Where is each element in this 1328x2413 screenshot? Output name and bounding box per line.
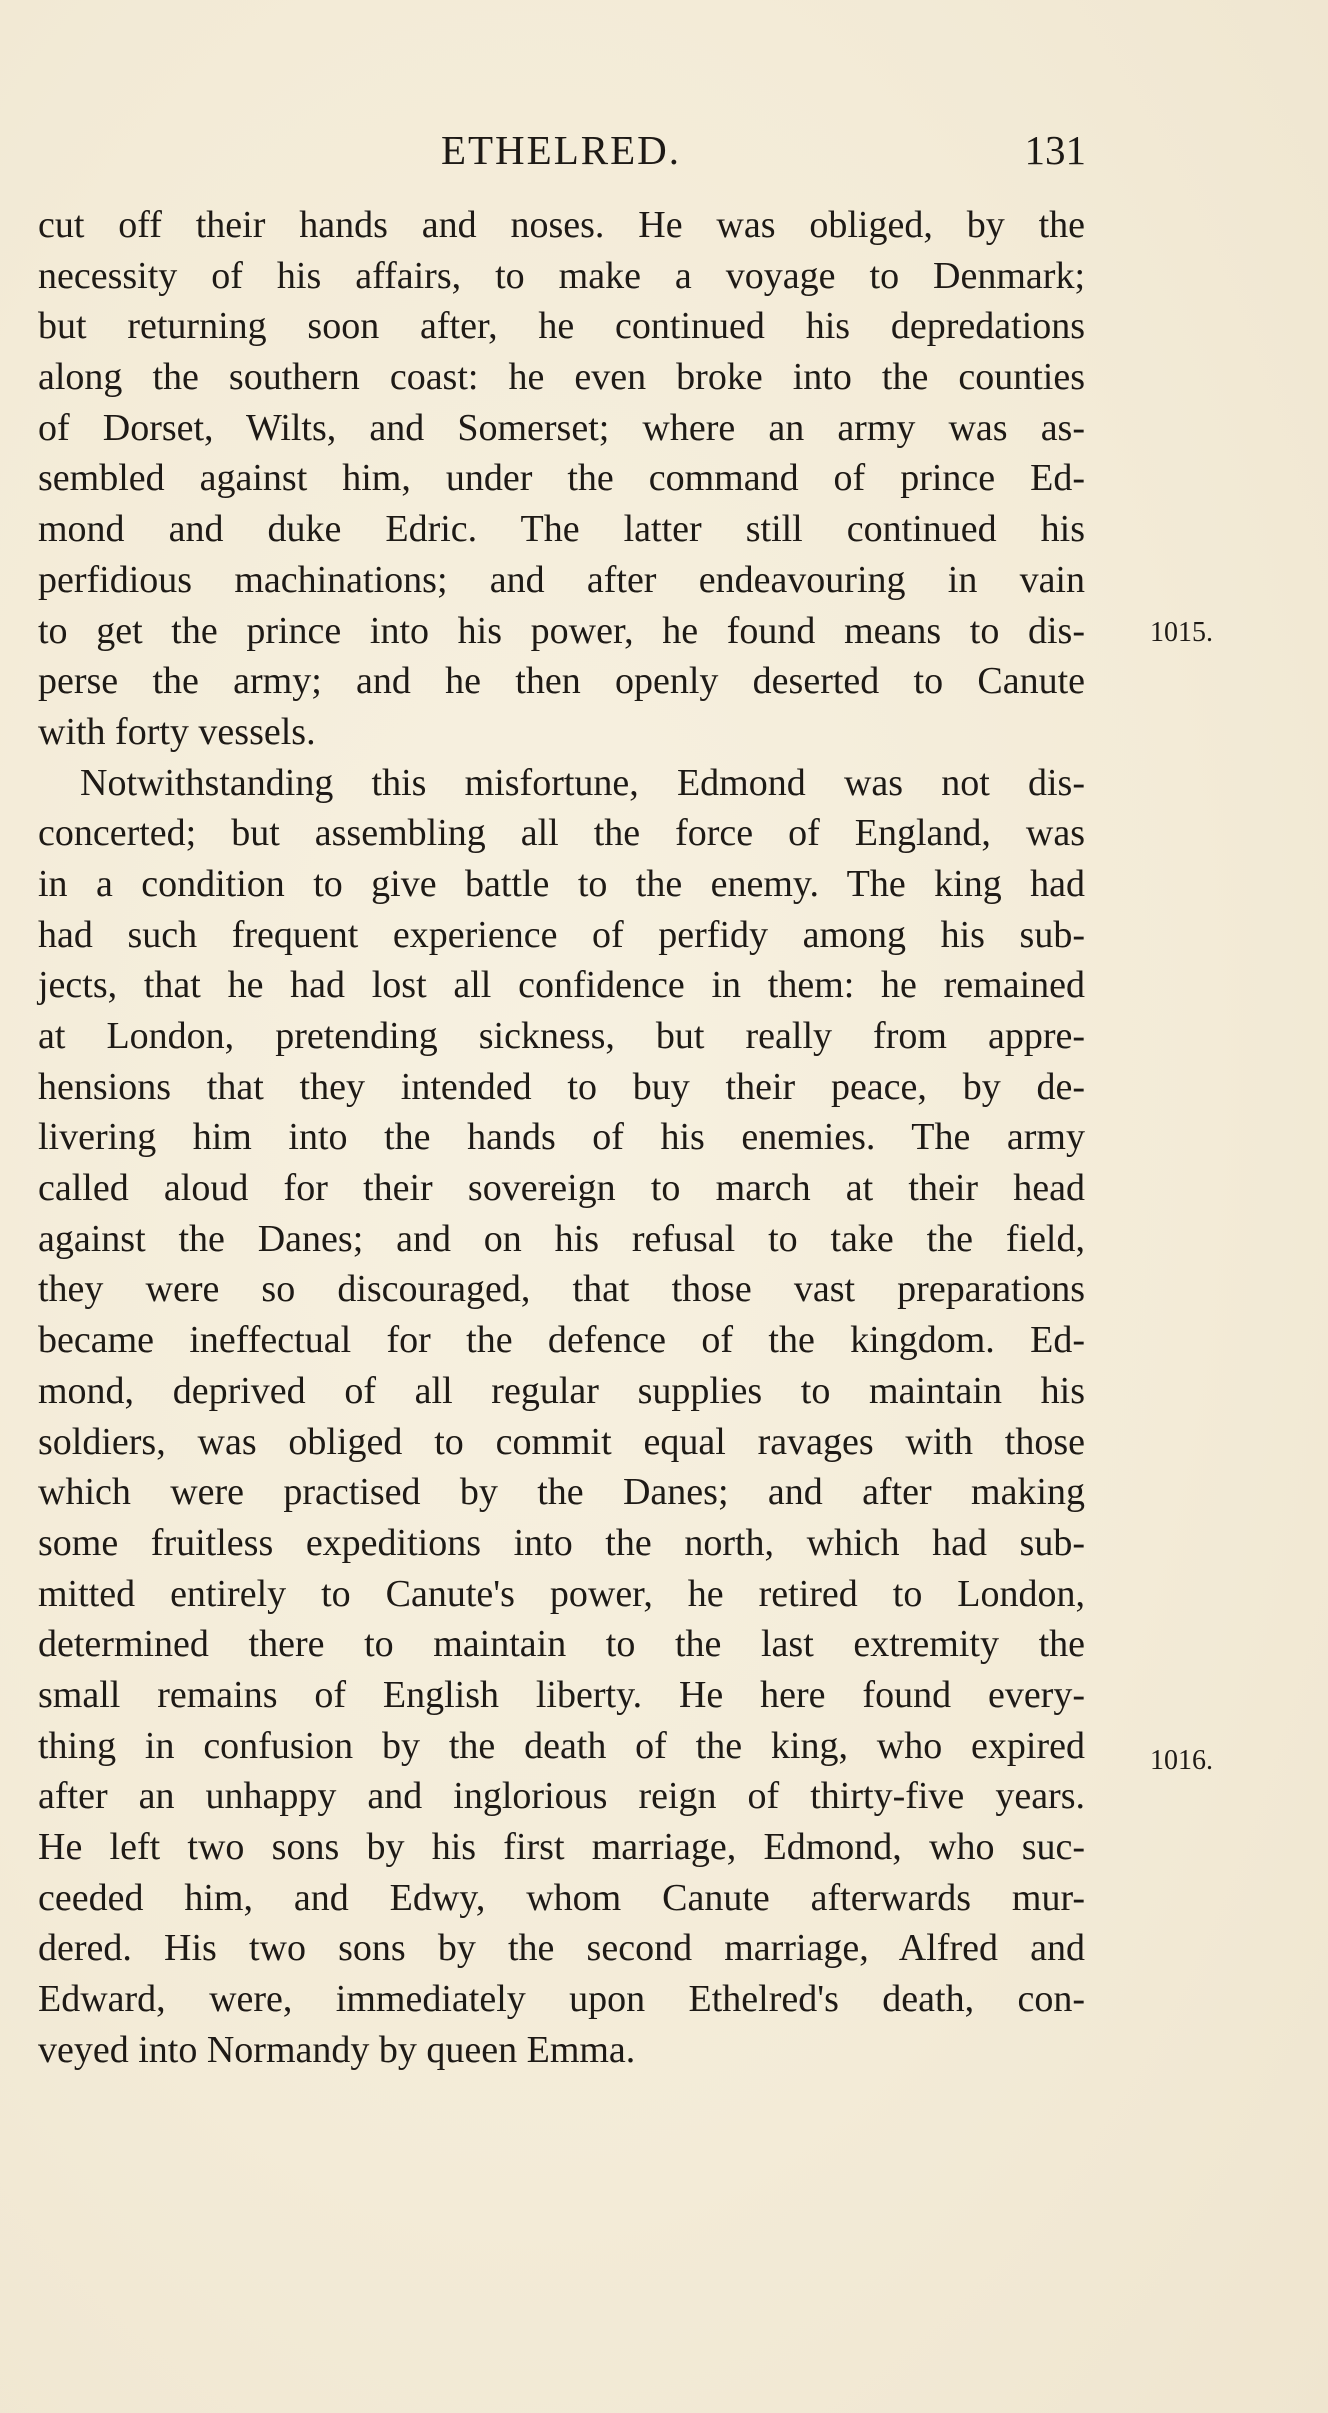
text-line: determined there to maintain to the last extremity the: [38, 1623, 1085, 1666]
text-line: to get the prince into his power, he found means to dis-: [38, 609, 1085, 652]
text-line: mond, deprived of all regular supplies to maintain his: [38, 1369, 1085, 1412]
text-line: called aloud for their sovereign to march at their head: [38, 1167, 1085, 1210]
text-line: concerted; but assembling all the force of England, was: [38, 812, 1085, 855]
text-line: some fruitless expeditions into the north, which had sub-: [38, 1521, 1085, 1564]
running-head: [36, 120, 1086, 180]
text-line: thing in confusion by the death of the king, who expired: [38, 1724, 1085, 1767]
text-line: they were so discouraged, that those vast preparations: [38, 1268, 1085, 1311]
text-line: He left two sons by his first marriage, Edmond, who suc-: [38, 1826, 1085, 1868]
text-line: livering him into the hands of his enemies. The army: [38, 1116, 1085, 1159]
text-line: perfidious machinations; and after endeavouring in vain: [38, 558, 1085, 601]
text-line: cut off their hands and noses. He was obliged, by the: [38, 204, 1085, 246]
text-line: veyed into Normandy by queen Emma.: [38, 2028, 636, 2071]
text-line: with forty vessels.: [38, 710, 316, 753]
text-line: in a condition to give battle to the enemy. The king had: [38, 862, 1085, 905]
text-line: ceeded him, and Edwy, whom Canute afterwards mur-: [38, 1876, 1085, 1919]
text-line: after an unhappy and inglorious reign of thirty-five years.: [38, 1775, 1085, 1818]
text-line: hensions that they intended to buy their peace, by de-: [38, 1065, 1085, 1108]
text-line: jects, that he had lost all confidence in them: he remained: [38, 964, 1085, 1007]
text-line: had such frequent experience of perfidy among his sub-: [38, 913, 1085, 956]
margin-date-1015: 1015.: [1150, 617, 1213, 648]
text-line: necessity of his affairs, to make a voyage to Denmark;: [38, 254, 1085, 297]
text-line: mond and duke Edric. The latter still continued his: [38, 508, 1085, 551]
text-line: sembled against him, under the command of prince Ed-: [38, 457, 1085, 500]
text-line: dered. His two sons by the second marriage, Alfred and: [38, 1927, 1085, 1970]
text-line: but returning soon after, he continued his depredations: [38, 305, 1085, 348]
text-line: small remains of English liberty. He here found every-: [38, 1673, 1085, 1716]
text-line: soldiers, was obliged to commit equal ravages with those: [38, 1420, 1085, 1463]
body-text: [38, 200, 1085, 2075]
text-line: along the southern coast: he even broke into the counties: [38, 356, 1085, 399]
text-line: became ineffectual for the defence of the kingdom. Ed-: [38, 1319, 1085, 1362]
page-number: 131: [1024, 127, 1086, 173]
text-line: perse the army; and he then openly deserted to Canute: [38, 660, 1085, 703]
text-line: against the Danes; and on his refusal to take the field,: [38, 1217, 1085, 1260]
text-line: of Dorset, Wilts, and Somerset; where an army was as-: [38, 406, 1085, 449]
running-title: ETHELRED.: [440, 127, 682, 173]
text-line: Notwithstanding this misfortune, Edmond was not dis-: [80, 761, 1085, 804]
margin-date-1016: 1016.: [1150, 1745, 1213, 1776]
text-line: at London, pretending sickness, but really from appre-: [38, 1015, 1085, 1057]
text-line: Edward, were, immediately upon Ethelred's death, con-: [38, 1978, 1085, 2021]
text-line: mitted entirely to Canute's power, he retired to London,: [38, 1572, 1085, 1615]
text-line: which were practised by the Danes; and after making: [38, 1471, 1085, 1514]
